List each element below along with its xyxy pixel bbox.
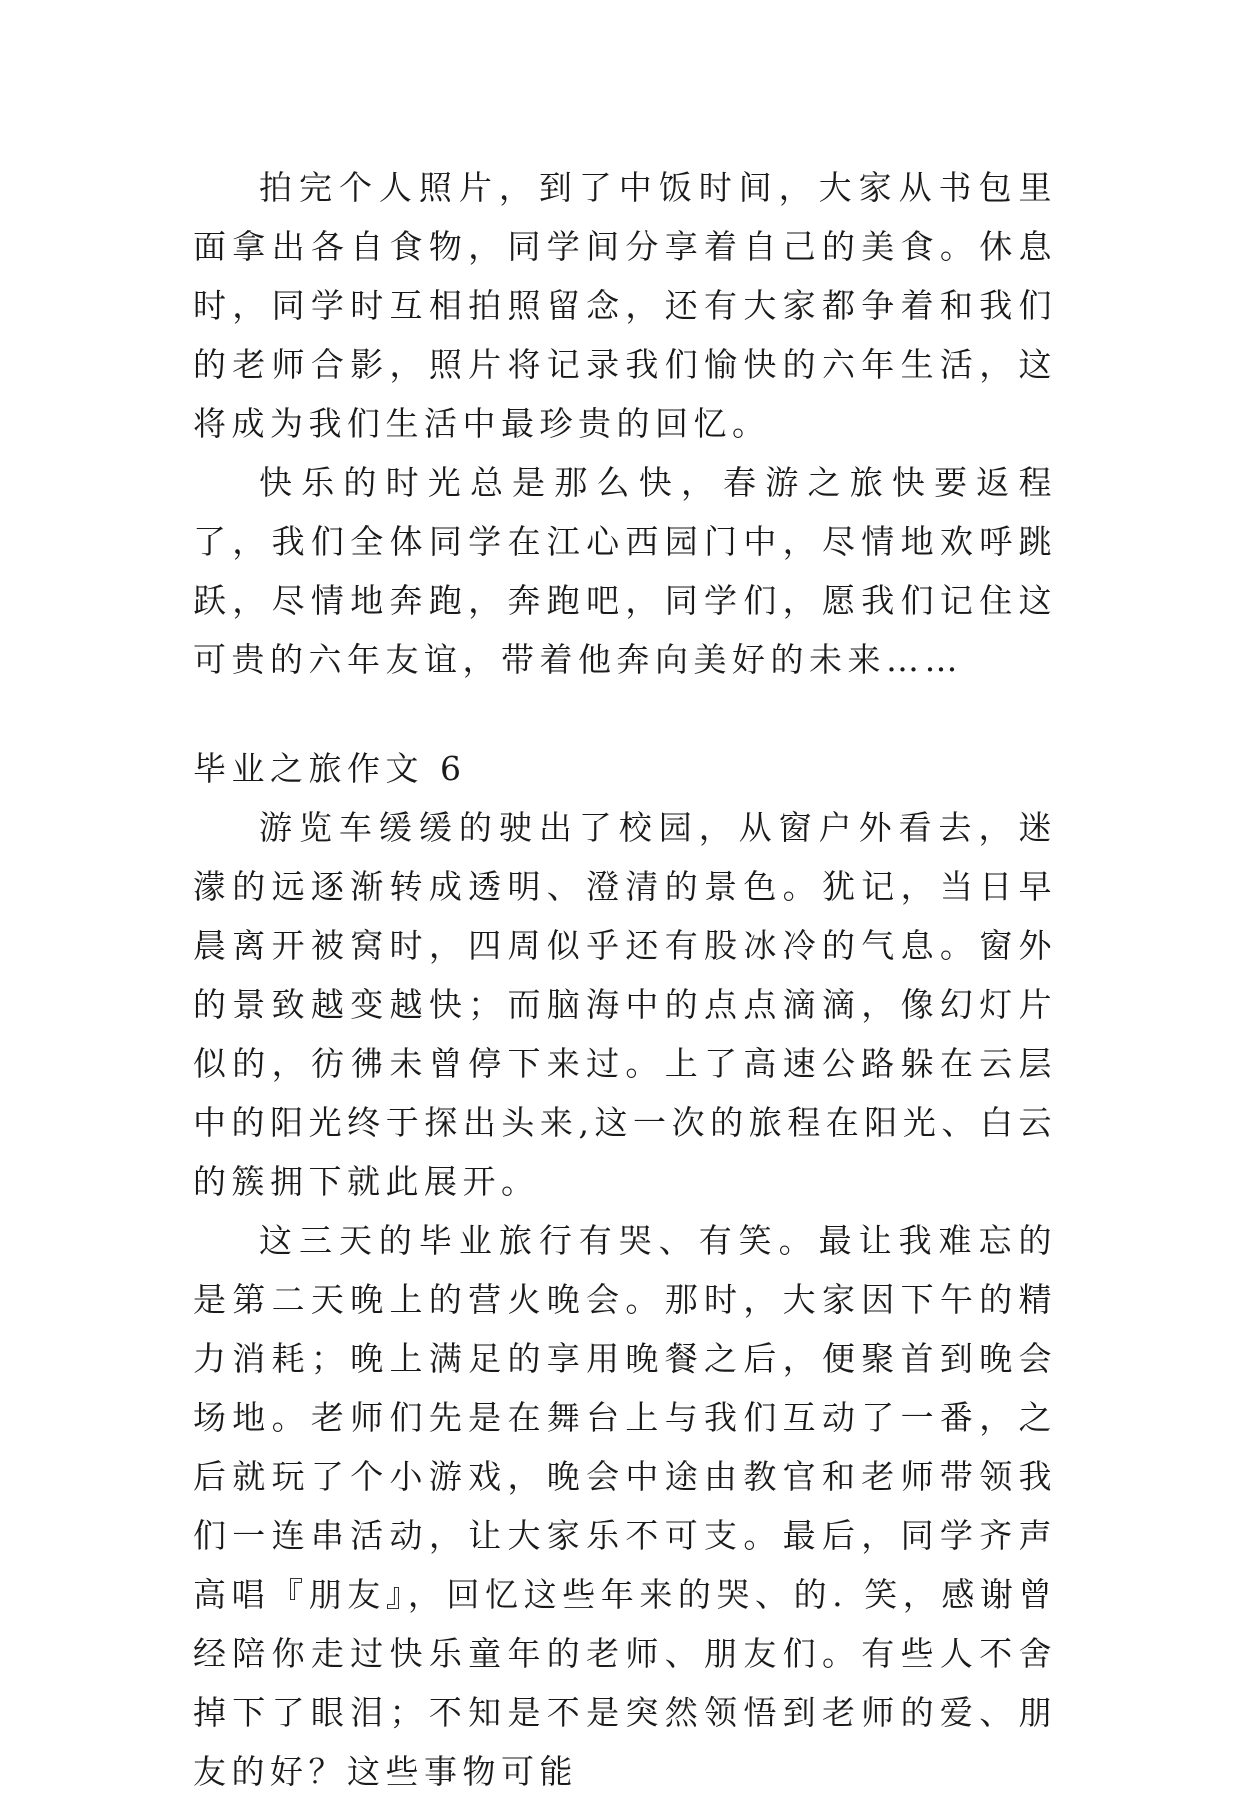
section-heading: 毕业之旅作文 6 xyxy=(193,749,467,788)
document-page xyxy=(193,158,1057,1801)
section-spacer xyxy=(193,689,1057,739)
paragraph-bus-journey: 游览车缓缓的驶出了校园，从窗户外看去，迷濛的远逐渐转成透明、澄清的景色。犹记，当日早晨离开被窝时，四周似乎还有股冰冷的气息。窗外的景致越变越快；而脑海中的点点滴滴，像幻灯片似的，彷彿未曾停下来过。上了高速公路躲在云层中的阳光终于探出头来,这一次的旅程在阳光、白云的簇拥下就此展开。 xyxy=(193,808,1057,1201)
paragraph-return-trip: 快乐的时光总是那么快，春游之旅快要返程了，我们全体同学在江心西园门中，尽情地欢呼跳跃，尽情地奔跑，奔跑吧，同学们，愿我们记住这可贵的六年友谊，带着他奔向美好的未来…… xyxy=(193,463,1057,679)
paragraph-photos-lunch: 拍完个人照片，到了中饭时间，大家从书包里面拿出各自食物，同学间分享着自己的美食。休息时，同学时互相拍照留念，还有大家都争着和我们的老师合影，照片将记录我们愉快的六年生活，这将成为我们生活中最珍贵的回忆。 xyxy=(193,168,1057,443)
paragraph-campfire-party: 这三天的毕业旅行有哭、有笑。最让我难忘的是第二天晚上的营火晚会。那时，大家因下午的精力消耗；晚上满足的享用晚餐之后，便聚首到晚会场地。老师们先是在舞台上与我们互动了一番，之后就玩了个小游戏，晚会中途由教官和老师带领我们一连串活动，让大家乐不可支。最后，同学齐声高唱『朋友』，回忆这些年来的哭、的. 笑，感谢曾经陪你走过快乐童年的老师、朋友们。有些人不舍掉下了眼泪；不知是不是突然领悟到老师的爱、朋友的好？这些事物可能 xyxy=(193,1221,1057,1791)
